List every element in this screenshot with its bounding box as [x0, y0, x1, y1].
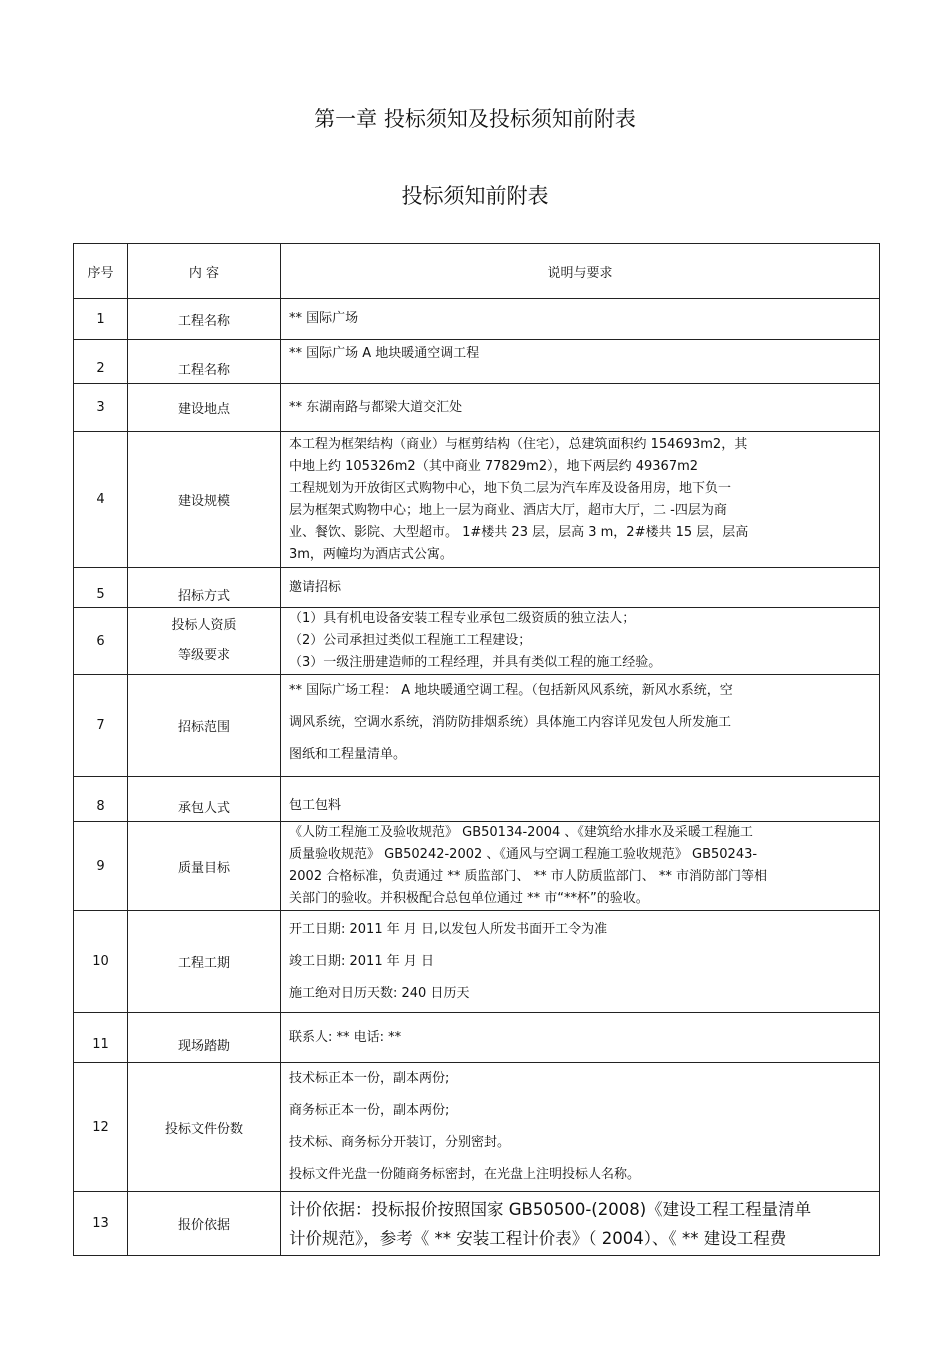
table-title: 投标须知前附表 [401, 184, 549, 208]
row-item: 招标范围 [128, 675, 281, 777]
row-desc: 开工日期: 2011 年 月 日,以发包人所发书面开工令为准 竣工日期: 2011 年 月 日 施工绝对日历天数: 240 日历天 [281, 911, 880, 1013]
row-no: 3 [74, 384, 128, 432]
row-desc: ** 国际广场 [281, 299, 880, 340]
table-row [74, 608, 880, 675]
row-no: 7 [74, 675, 128, 777]
header-no: 序号 [74, 244, 128, 299]
row-no: 12 [74, 1063, 128, 1192]
row-no: 8 [74, 777, 128, 822]
row-desc: （1）具有机电设备安装工程专业承包二级资质的独立法人； （2）公司承担过类似工程施工工程建设； （3）一级注册建造师的工程经理，并具有类似工程的施工经验。 [281, 608, 880, 675]
row-item: 工程名称 [128, 340, 281, 384]
table-row [74, 777, 880, 822]
row-desc: 计价依据：投标报价按照国家 GB50500-(2008)《建设工程工程量清单 计价规范》，参考《 ** 安装工程计价表》（ 2004）、《 ** 建设工程费 [281, 1192, 880, 1256]
table-row [74, 822, 880, 911]
table-row [74, 1063, 880, 1192]
row-desc: 包工包料 [281, 777, 880, 822]
row-desc: 《人防工程施工及验收规范》 GB50134-2004 、《建筑给水排水及采暖工程施工 质量验收规范》 GB50242-2002 、《通风与空调工程施工验收规范》 GB50243- 2002 合格标准，负责通过 ** 质监部门、 ** 市人防质监部门、 ** 市消防部门等相 关部门的验收。并积极配合总包单位通过 ** 市“**杯”的验收。 [281, 822, 880, 911]
row-desc: 邀请招标 [281, 568, 880, 608]
row-no: 4 [74, 432, 128, 568]
row-item: 建设规模 [128, 432, 281, 568]
table-header-row [74, 244, 880, 299]
row-no: 11 [74, 1013, 128, 1063]
row-desc: ** 东湖南路与都梁大道交汇处 [281, 384, 880, 432]
row-item: 招标方式 [128, 568, 281, 608]
row-desc: 联系人: ** 电话: ** [281, 1013, 880, 1063]
chapter-title: 第一章 投标须知及投标须知前附表 [314, 107, 636, 131]
row-item: 报价依据 [128, 1192, 281, 1256]
row-desc: ** 国际广场工程： A 地块暖通空调工程。（包括新风风系统，新风水系统，空 调风系统，空调水系统，消防防排烟系统）具体施工内容详见发包人所发施工 图纸和工程量清单。 [281, 675, 880, 777]
row-no: 1 [74, 299, 128, 340]
row-no: 6 [74, 608, 128, 675]
table-row [74, 384, 880, 432]
row-desc: 本工程为框架结构（商业）与框剪结构（住宅），总建筑面积约 154693m2，其 中地上约 105326m2（其中商业 77829m2），地下两层约 49367m2 工程规划为开放街区式购物中心，地下负二层为汽车库及设备用房，地下负一 层为框架式购物中心；地上一层为商业、酒店大厅，超市大厅，二 -四层为商 业、餐饮、影院、大型超市。 1#楼共 23 层，层高 3 m，2#楼共 15 层，层高 3m，两幢均为酒店式公寓。 [281, 432, 880, 568]
row-item: 工程名称 [128, 299, 281, 340]
table-row [74, 675, 880, 777]
table-row [74, 299, 880, 340]
row-desc: 技术标正本一份，副本两份; 商务标正本一份，副本两份; 技术标、商务标分开装订，分别密封。 投标文件光盘一份随商务标密封，在光盘上注明投标人名称。 [281, 1063, 880, 1192]
row-desc: ** 国际广场 A 地块暖通空调工程 [281, 340, 880, 384]
table-row [74, 1013, 880, 1063]
table-row [74, 432, 880, 568]
bid-info-table [73, 243, 880, 1256]
row-item: 投标文件份数 [128, 1063, 281, 1192]
header-item: 内 容 [128, 244, 281, 299]
row-item: 建设地点 [128, 384, 281, 432]
row-item: 工程工期 [128, 911, 281, 1013]
table-row [74, 1192, 880, 1256]
row-no: 13 [74, 1192, 128, 1256]
row-no: 2 [74, 340, 128, 384]
row-no: 10 [74, 911, 128, 1013]
table-row [74, 911, 880, 1013]
row-item: 承包人式 [128, 777, 281, 822]
header-desc: 说明与要求 [281, 244, 880, 299]
table-row [74, 568, 880, 608]
row-no: 5 [74, 568, 128, 608]
row-item: 现场踏勘 [128, 1013, 281, 1063]
row-item: 质量目标 [128, 822, 281, 911]
table-row [74, 340, 880, 384]
row-no: 9 [74, 822, 128, 911]
row-item: 投标人资质 等级要求 [128, 608, 281, 675]
